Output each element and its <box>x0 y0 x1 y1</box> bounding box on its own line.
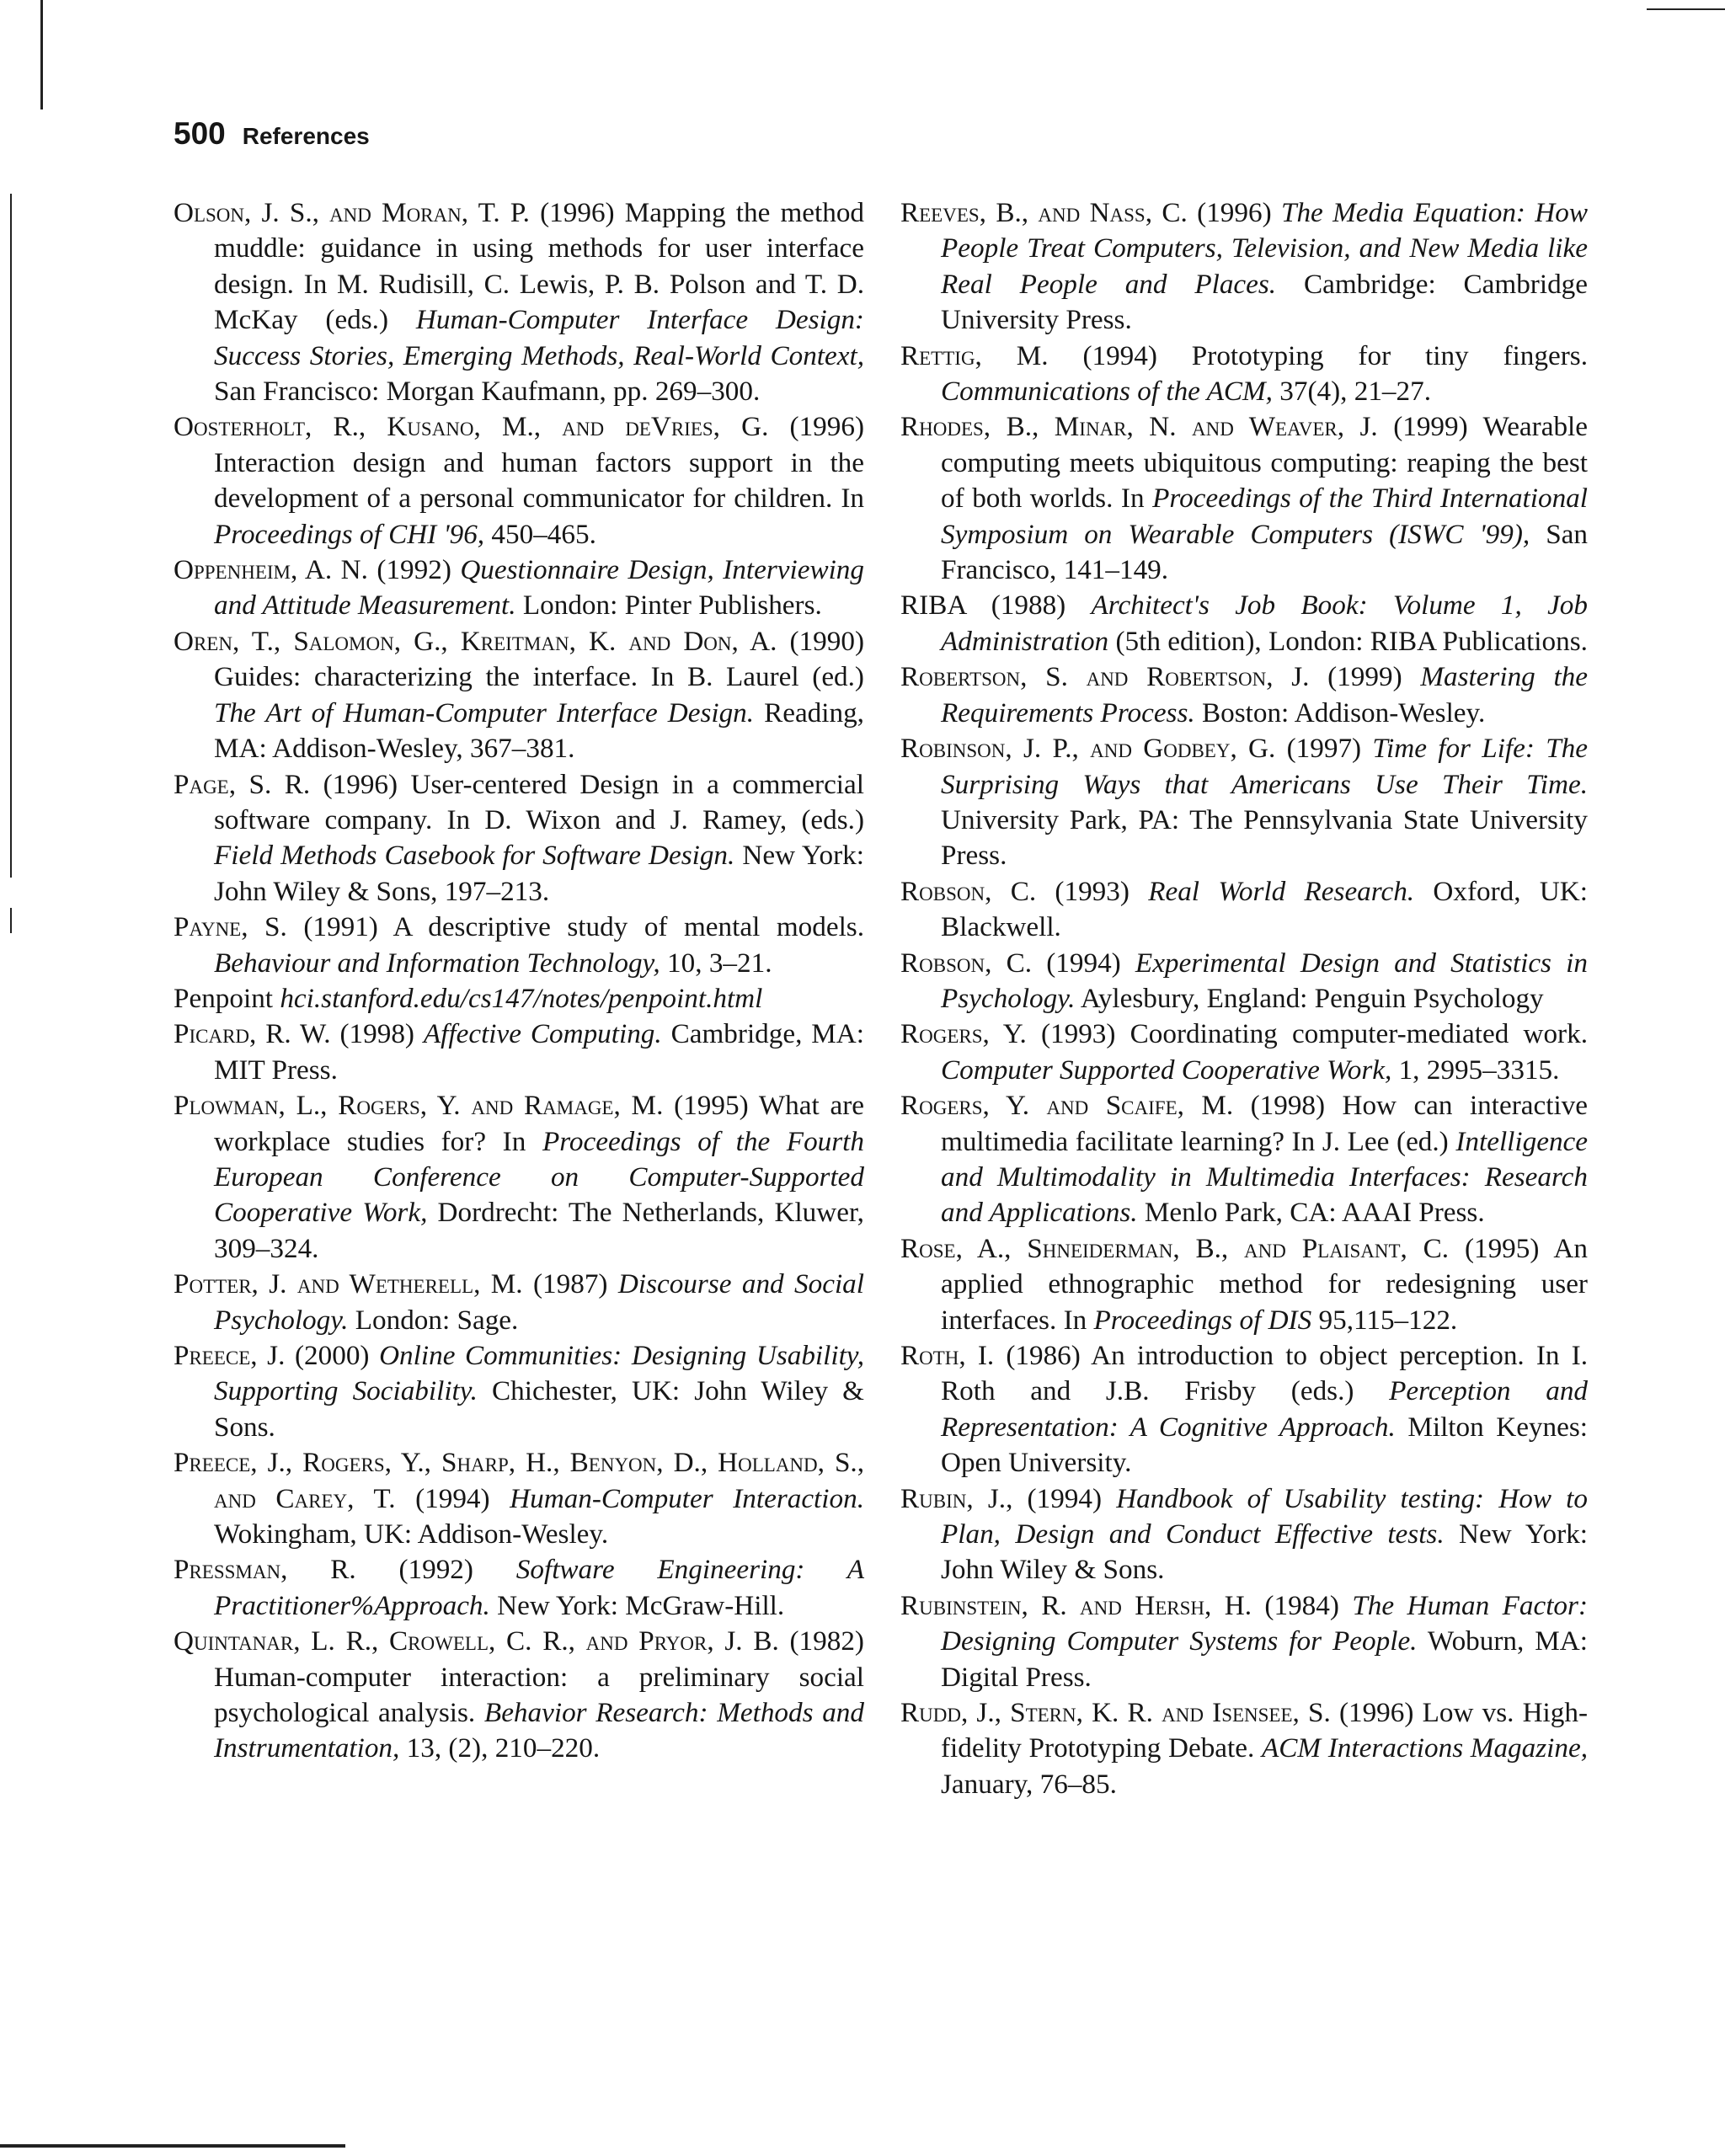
right-column <box>900 195 1588 1802</box>
reference-authors: Picard, R. W. <box>174 1018 331 1050</box>
reference-entry <box>900 1231 1588 1338</box>
reference-text: (1996) Mapping the method muddle: guidance in using methods for user interface design. In M. Rudisill, C. Lewis, P. B. Polson and T. D. McKay (eds.) <box>214 197 865 336</box>
reference-details: Aylesbury, England: Penguin Psychology <box>1075 982 1544 1014</box>
reference-source: Questionnaire Design, Interviewing and Attitude Measurement. <box>214 554 864 622</box>
reference-source: Experimental Design and Statistics in Psychology. <box>941 947 1588 1014</box>
reference-source: The Art of Human-Computer Interface Design. <box>214 696 755 728</box>
reference-entry <box>900 1695 1588 1802</box>
reference-entry <box>174 1017 864 1088</box>
reference-source: Proceedings of the Fourth European Conference on Computer-Supported Cooperative Work, <box>214 1125 864 1229</box>
reference-entry <box>174 1552 864 1624</box>
reference-source: Proceedings of the Third International Symposium on Wearable Computers (ISWC '99), <box>941 483 1588 550</box>
reference-source: Intelligence and Multimodality in Multimedia Interfaces: Research and Applications. <box>941 1125 1588 1229</box>
reference-authors: Pressman, R. <box>174 1554 356 1586</box>
reference-text: (1999) Wearable computing meets ubiquitous computing: reaping the best of both worlds. In <box>941 411 1588 515</box>
reference-details: Oxford, UK: Blackwell. <box>941 875 1588 943</box>
reference-authors: Rubin, J. <box>900 1482 1007 1514</box>
reference-source: Affective Computing. <box>423 1018 662 1050</box>
reference-details: London: Pinter Publishers. <box>515 590 822 622</box>
reference-authors: Quintanar, L. R., Crowell, C. R., and Pryor, J. B. <box>174 1625 779 1657</box>
left-column <box>174 195 864 1767</box>
reference-details: Woburn, MA: Digital Press. <box>941 1625 1588 1693</box>
reference-authors: Oosterholt, R., Kusano, M., and deVries, G. <box>174 411 769 443</box>
reference-entry <box>174 1267 864 1338</box>
reference-entry <box>900 659 1588 731</box>
reference-text: (1997) <box>1275 733 1373 765</box>
reference-text: (1992) <box>355 1554 516 1586</box>
reference-entry <box>900 1017 1588 1088</box>
reference-text: , (1994) <box>1006 1482 1117 1514</box>
reference-details: (5th edition), London: RIBA Publications. <box>1108 625 1588 657</box>
reference-source: Real World Research. <box>1148 875 1415 907</box>
reference-source: Discourse and Social Psychology. <box>214 1268 864 1336</box>
reference-details: New York: John Wiley & Sons, 197–213. <box>214 840 864 907</box>
reference-authors: Oppenheim, A. N. <box>174 554 368 586</box>
reference-details: Cambridge, MA: MIT Press. <box>214 1018 864 1086</box>
running-head: References <box>242 123 370 149</box>
reference-entry <box>900 1588 1588 1695</box>
reference-details: Chichester, UK: John Wiley & Sons. <box>214 1375 864 1443</box>
reference-entry <box>174 1338 864 1445</box>
reference-authors: Robson, C. <box>900 875 1037 907</box>
reference-text: (1994) <box>1032 947 1135 979</box>
margin-bar <box>10 194 12 867</box>
reference-text: (2000) <box>285 1340 380 1371</box>
reference-entry <box>174 409 864 552</box>
reference-text: (1993) Coordinating computer-mediated work. <box>1026 1018 1588 1050</box>
reference-authors: Rogers, Y. and Scaife, M. <box>900 1090 1234 1122</box>
reference-details: New York: John Wiley & Sons. <box>941 1518 1588 1586</box>
reference-authors: Rose, A., Shneiderman, B., and Plaisant, C. <box>900 1232 1450 1264</box>
reference-entry <box>900 339 1588 410</box>
reference-text: (1996) Interaction design and human factors support in the development of a personal communicator for children. In <box>214 411 864 515</box>
reference-text: (1996) <box>1187 197 1281 228</box>
reference-details: 95,115–122. <box>1311 1304 1458 1336</box>
reference-authors: Robinson, J. P., and Godbey, G. <box>900 733 1276 765</box>
reference-entry <box>900 409 1588 588</box>
reference-authors: Robson, C. <box>900 947 1033 979</box>
reference-entry <box>174 552 864 624</box>
reference-authors: Preece, J. <box>174 1340 286 1371</box>
reference-details: New York: McGraw-Hill. <box>489 1589 785 1621</box>
reference-text: (1998) How can interactive multimedia facilitate learning? In J. Lee (ed.) <box>941 1090 1588 1157</box>
reference-details: Wokingham, UK: Addison-Wesley. <box>214 1518 609 1550</box>
reference-authors: Potter, J. and Wetherell, M. <box>174 1268 523 1300</box>
reference-details: London: Sage. <box>348 1304 519 1336</box>
reference-source: Communications of the ACM, <box>941 376 1273 408</box>
reference-source: Field Methods Casebook for Software Design. <box>214 840 735 872</box>
reference-details: Boston: Addison-Wesley. <box>1194 696 1486 728</box>
reference-source: Proceedings of CHI '96, <box>214 518 485 550</box>
reference-authors: Rudd, J., Stern, K. R. and Isensee, S. <box>900 1697 1331 1729</box>
reference-text: (1987) <box>522 1268 618 1300</box>
reference-source: Computer Supported Cooperative Work, <box>941 1054 1392 1086</box>
reference-text: (1994) <box>395 1482 510 1514</box>
page-header <box>174 116 370 152</box>
reference-details: 13, (2), 210–220. <box>399 1732 601 1764</box>
reference-authors: Robertson, S. and Robertson, J. <box>900 661 1310 693</box>
reference-source: Behavior Research: Methods and Instrumentation, <box>214 1697 864 1764</box>
reference-entry <box>900 874 1588 946</box>
reference-entry <box>174 767 864 910</box>
reference-entry <box>900 195 1588 339</box>
reference-entry <box>900 588 1588 659</box>
margin-bar <box>40 0 43 109</box>
reference-authors: Page, S. R. <box>174 768 311 800</box>
reference-entry <box>900 1338 1588 1481</box>
bottom-rule <box>0 2144 345 2148</box>
reference-source: Mastering the Requirements Process. <box>941 661 1588 728</box>
reference-authors: Payne, S. <box>174 911 287 943</box>
page-number: 500 <box>174 116 226 151</box>
reference-source: Online Communities: Designing Usability, Supporting Sociability. <box>214 1340 865 1407</box>
reference-authors: Rettig, M. <box>900 339 1049 371</box>
reference-source: Proceedings of DIS <box>1093 1304 1312 1336</box>
reference-details: Menlo Park, CA: AAAI Press. <box>1137 1197 1485 1229</box>
reference-details: Milton Keynes: Open University. <box>941 1411 1588 1479</box>
reference-text: (1986) An introduction to object perception. In I. Roth and J.B. Frisby (eds.) <box>941 1340 1589 1407</box>
reference-text: RIBA (1988) <box>900 590 1092 622</box>
reference-entry <box>900 731 1588 874</box>
reference-source: Perception and Representation: A Cognitive Approach. <box>941 1375 1589 1443</box>
reference-source: The Media Equation: How People Treat Computers, Television, and New Media like Real People and Places. <box>941 197 1589 300</box>
reference-authors: Plowman, L., Rogers, Y. and Ramage, M. <box>174 1090 664 1122</box>
reference-entry <box>174 1445 864 1552</box>
reference-entry <box>174 1088 864 1267</box>
reference-entry <box>174 624 864 767</box>
reference-details: 10, 3–21. <box>660 947 772 979</box>
reference-details: University Park, PA: The Pennsylvania State University Press. <box>941 803 1588 872</box>
reference-authors: Rubinstein, R. and Hersh, H. <box>900 1589 1252 1621</box>
reference-source: The Human Factor: Designing Computer Systems for People. <box>941 1589 1588 1657</box>
reference-source: Handbook of Usability testing: How to Plan, Design and Conduct Effective tests. <box>941 1482 1588 1550</box>
reference-source: Architect's Job Book: Volume 1, Job Administration <box>941 590 1588 657</box>
reference-details: San Francisco, 141–149. <box>941 518 1588 586</box>
reference-authors: Olson, J. S., and Moran, T. P. <box>174 197 530 228</box>
reference-text: (1993) <box>1036 875 1149 907</box>
reference-details: Dordrecht: The Netherlands, Kluwer, 309–324. <box>214 1197 864 1264</box>
reference-text: Penpoint <box>174 982 280 1014</box>
reference-text: (1991) A descriptive study of mental models. <box>286 911 865 943</box>
reference-authors: Preece, J., Rogers, Y., Sharp, H., Benyon, D., Holland, S., and Carey, T. <box>174 1447 864 1514</box>
reference-authors: Rhodes, B., Minar, N. and Weaver, J. <box>900 411 1378 443</box>
reference-authors: Rogers, Y. <box>900 1018 1027 1050</box>
margin-bar <box>10 908 12 933</box>
reference-details: 450–465. <box>484 518 596 550</box>
reference-entry <box>174 981 864 1017</box>
margin-bar <box>10 859 12 878</box>
reference-text: (1982) Human-computer interaction: a preliminary social psychological analysis. <box>214 1625 864 1729</box>
reference-details: Reading, MA: Addison-Wesley, 367–381. <box>214 696 864 765</box>
reference-entry <box>174 910 864 981</box>
reference-source: Behaviour and Information Technology, <box>214 947 660 979</box>
reference-source: Human-Computer Interaction. <box>510 1482 864 1514</box>
reference-text: (1992) <box>367 554 461 586</box>
top-rule <box>1647 8 1725 10</box>
reference-text: (1998) <box>330 1018 424 1050</box>
reference-details: 37(4), 21–27. <box>1272 376 1431 408</box>
reference-text: (1984) <box>1252 1589 1353 1621</box>
reference-text: (1990) Guides: characterizing the interface. In B. Laurel (ed.) <box>214 625 864 693</box>
reference-text: (1996) Low vs. High-fidelity Prototyping Debate. <box>941 1697 1589 1764</box>
reference-text: (1999) <box>1309 661 1421 693</box>
reference-entry <box>174 1624 864 1767</box>
reference-source: Time for Life: The Surprising Ways that Americans Use Their Time. <box>941 733 1589 800</box>
reference-authors: Oren, T., Salomon, G., Kreitman, K. and Don, A. <box>174 625 777 657</box>
reference-source: hci.stanford.edu/cs147/notes/penpoint.html <box>280 982 763 1014</box>
reference-authors: Roth, I. <box>900 1340 995 1371</box>
reference-details: 1, 2995–3315. <box>1391 1054 1560 1086</box>
reference-details: Cambridge: Cambridge University Press. <box>941 268 1588 336</box>
reference-source: ACM Interactions Magazine, <box>1261 1732 1588 1764</box>
reference-entry <box>900 1088 1588 1231</box>
reference-source: Software Engineering: A Practitioner%Approach. <box>214 1554 864 1621</box>
reference-authors: Reeves, B., and Nass, C. <box>900 197 1188 228</box>
reference-text: (1995) An applied ethnographic method for redesigning user interfaces. In <box>941 1232 1588 1336</box>
reference-entry <box>900 946 1588 1017</box>
reference-text: (1995) What are workplace studies for? In <box>214 1090 864 1157</box>
reference-entry <box>174 195 864 409</box>
reference-details: January, 76–85. <box>941 1768 1117 1800</box>
reference-text: (1994) Prototyping for tiny fingers. <box>1048 339 1588 371</box>
reference-text: (1996) User-centered Design in a commercial software company. In D. Wixon and J. Ramey, (eds.) <box>214 768 864 835</box>
reference-source: Human-Computer Interface Design: Success Stories, Emerging Methods, Real-World Context, <box>214 304 864 371</box>
reference-entry <box>900 1481 1588 1588</box>
reference-details: San Francisco: Morgan Kaufmann, pp. 269–300. <box>214 376 761 408</box>
